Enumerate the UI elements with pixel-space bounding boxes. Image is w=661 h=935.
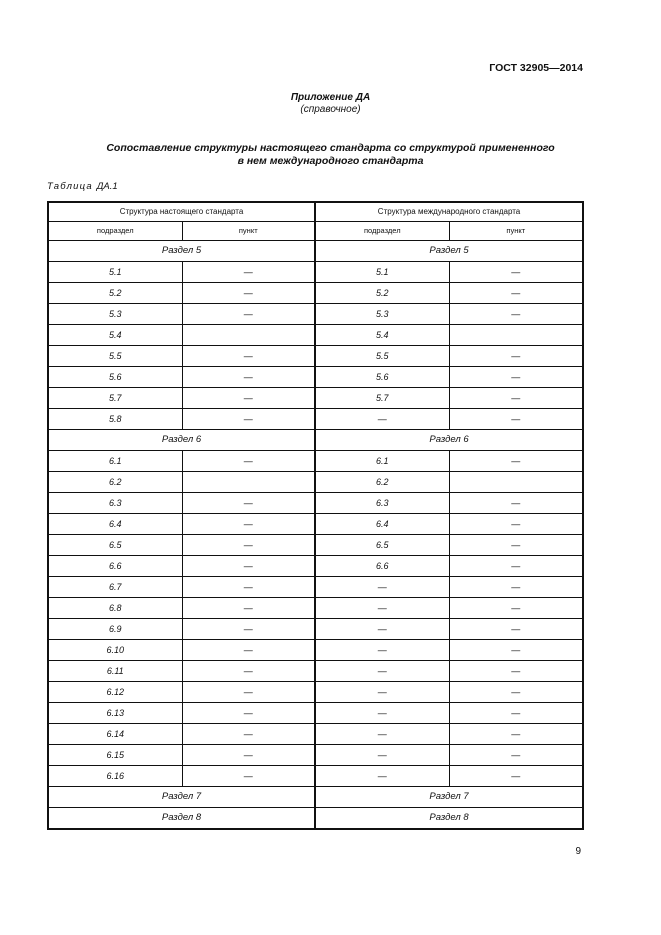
table-row — [48, 661, 583, 682]
cell-national-clause: — — [182, 640, 315, 661]
cell-international-subsection: 6.1 — [315, 451, 449, 472]
cell-international-subsection: 5.1 — [315, 262, 449, 283]
cell-national-subsection: 5.1 — [48, 262, 182, 283]
cell-national-clause: — — [182, 451, 315, 472]
table-row — [48, 367, 583, 388]
cell-international-subsection: 5.4 — [315, 325, 449, 346]
table-row — [48, 304, 583, 325]
cell-national-clause: — — [182, 661, 315, 682]
cell-international-clause: — — [449, 283, 583, 304]
cell-international-clause: — — [449, 661, 583, 682]
cell-national-clause: — — [182, 514, 315, 535]
cell-national-subsection: 6.6 — [48, 556, 182, 577]
cell-international-clause: — — [449, 703, 583, 724]
cell-national-clause: — — [182, 304, 315, 325]
cell-international-subsection: — — [315, 619, 449, 640]
section-cell-international: Раздел 5 — [315, 241, 583, 262]
cell-national-subsection: 6.7 — [48, 577, 182, 598]
standard-designation: ГОСТ 32905—2014 — [489, 62, 583, 74]
cell-national-clause: — — [182, 283, 315, 304]
column-header-subsection: подраздел — [315, 222, 449, 241]
cell-national-subsection: 6.2 — [48, 472, 182, 493]
cell-national-clause: — — [182, 346, 315, 367]
cell-international-clause — [449, 472, 583, 493]
table-row — [48, 451, 583, 472]
section-cell-international: Раздел 8 — [315, 808, 583, 830]
cell-national-clause: — — [182, 619, 315, 640]
group-header-row — [48, 202, 583, 222]
cell-international-clause: — — [449, 409, 583, 430]
table-row — [48, 577, 583, 598]
cell-international-clause: — — [449, 619, 583, 640]
table-row — [48, 682, 583, 703]
cell-international-subsection: — — [315, 766, 449, 787]
table-row — [48, 640, 583, 661]
cell-national-clause: — — [182, 535, 315, 556]
cell-international-subsection: 5.2 — [315, 283, 449, 304]
cell-national-clause — [182, 325, 315, 346]
cell-national-subsection: 6.9 — [48, 619, 182, 640]
group-header-international: Структура международного стандарта — [315, 202, 583, 222]
cell-international-subsection: — — [315, 409, 449, 430]
cell-international-clause: — — [449, 493, 583, 514]
section-cell-international: Раздел 7 — [315, 787, 583, 808]
cell-international-subsection: 6.5 — [315, 535, 449, 556]
cell-international-clause: — — [449, 535, 583, 556]
cell-national-clause: — — [182, 388, 315, 409]
cell-national-clause: — — [182, 724, 315, 745]
document-title — [40, 142, 621, 168]
table-row — [48, 514, 583, 535]
table-row — [48, 325, 583, 346]
cell-international-subsection: 6.4 — [315, 514, 449, 535]
cell-international-subsection: 6.2 — [315, 472, 449, 493]
comparison-table-body — [48, 202, 583, 829]
cell-international-clause: — — [449, 451, 583, 472]
cell-national-clause: — — [182, 556, 315, 577]
table-row — [48, 493, 583, 514]
section-row — [48, 787, 583, 808]
section-row — [48, 241, 583, 262]
cell-national-subsection: 6.12 — [48, 682, 182, 703]
cell-international-clause: — — [449, 682, 583, 703]
cell-international-subsection: 5.3 — [315, 304, 449, 325]
cell-international-subsection: — — [315, 703, 449, 724]
cell-national-subsection: 6.15 — [48, 745, 182, 766]
page-number: 9 — [575, 846, 581, 857]
cell-national-clause: — — [182, 409, 315, 430]
cell-national-subsection: 6.11 — [48, 661, 182, 682]
table-row — [48, 409, 583, 430]
document-title-line-1: Сопоставление структуры настоящего стандарта со структурой примененного — [106, 142, 555, 154]
annex-heading — [0, 92, 661, 116]
table-row — [48, 262, 583, 283]
cell-international-clause: — — [449, 745, 583, 766]
table-row — [48, 472, 583, 493]
cell-international-clause — [449, 325, 583, 346]
cell-international-subsection: — — [315, 745, 449, 766]
cell-national-clause: — — [182, 598, 315, 619]
cell-national-clause — [182, 472, 315, 493]
cell-international-clause: — — [449, 262, 583, 283]
section-cell-national: Раздел 5 — [48, 241, 315, 262]
section-row — [48, 430, 583, 451]
table-label-word: Таблица — [47, 181, 93, 192]
cell-national-subsection: 6.5 — [48, 535, 182, 556]
cell-international-clause: — — [449, 640, 583, 661]
table-label-number: ДА.1 — [96, 181, 118, 192]
cell-international-clause: — — [449, 367, 583, 388]
table-row — [48, 724, 583, 745]
table-row — [48, 598, 583, 619]
cell-international-clause: — — [449, 577, 583, 598]
cell-international-clause: — — [449, 598, 583, 619]
table-label — [47, 181, 118, 192]
section-cell-international: Раздел 6 — [315, 430, 583, 451]
cell-national-subsection: 6.16 — [48, 766, 182, 787]
cell-international-subsection: — — [315, 577, 449, 598]
cell-national-subsection: 6.4 — [48, 514, 182, 535]
cell-national-clause: — — [182, 682, 315, 703]
cell-national-clause: — — [182, 262, 315, 283]
cell-international-clause: — — [449, 766, 583, 787]
cell-international-clause: — — [449, 514, 583, 535]
section-cell-national: Раздел 7 — [48, 787, 315, 808]
cell-national-clause: — — [182, 367, 315, 388]
cell-national-subsection: 6.1 — [48, 451, 182, 472]
cell-national-subsection: 5.8 — [48, 409, 182, 430]
cell-national-subsection: 5.3 — [48, 304, 182, 325]
cell-national-subsection: 5.4 — [48, 325, 182, 346]
cell-international-subsection: — — [315, 724, 449, 745]
table-row — [48, 766, 583, 787]
section-cell-national: Раздел 8 — [48, 808, 315, 830]
cell-national-subsection: 6.10 — [48, 640, 182, 661]
cell-international-subsection: 5.6 — [315, 367, 449, 388]
cell-international-subsection: — — [315, 682, 449, 703]
table-row — [48, 619, 583, 640]
table-row — [48, 556, 583, 577]
cell-international-subsection: 5.7 — [315, 388, 449, 409]
cell-international-subsection: 6.3 — [315, 493, 449, 514]
cell-national-subsection: 6.3 — [48, 493, 182, 514]
cell-national-subsection: 6.8 — [48, 598, 182, 619]
cell-national-subsection: 5.7 — [48, 388, 182, 409]
cell-national-clause: — — [182, 766, 315, 787]
table-row — [48, 703, 583, 724]
table-row — [48, 283, 583, 304]
column-header-clause: пункт — [182, 222, 315, 241]
section-row — [48, 808, 583, 830]
cell-international-clause: — — [449, 556, 583, 577]
cell-national-subsection: 6.14 — [48, 724, 182, 745]
cell-international-clause: — — [449, 388, 583, 409]
cell-international-subsection: — — [315, 661, 449, 682]
cell-international-subsection: 6.6 — [315, 556, 449, 577]
cell-national-subsection: 6.13 — [48, 703, 182, 724]
cell-international-clause: — — [449, 304, 583, 325]
table-row — [48, 535, 583, 556]
cell-national-clause: — — [182, 703, 315, 724]
table-row — [48, 388, 583, 409]
cell-national-clause: — — [182, 493, 315, 514]
annex-title: Приложение ДА — [290, 92, 371, 103]
cell-international-subsection: 5.5 — [315, 346, 449, 367]
cell-national-subsection: 5.5 — [48, 346, 182, 367]
cell-national-subsection: 5.2 — [48, 283, 182, 304]
cell-national-subsection: 5.6 — [48, 367, 182, 388]
group-header-national: Структура настоящего стандарта — [48, 202, 315, 222]
section-cell-national: Раздел 6 — [48, 430, 315, 451]
table-row — [48, 346, 583, 367]
column-header-clause: пункт — [449, 222, 583, 241]
cell-international-subsection: — — [315, 598, 449, 619]
cell-international-subsection: — — [315, 640, 449, 661]
document-title-line-2: в нем международного стандарта — [237, 155, 424, 167]
cell-international-clause: — — [449, 346, 583, 367]
column-header-row — [48, 222, 583, 241]
column-header-subsection: подраздел — [48, 222, 182, 241]
cell-international-clause: — — [449, 724, 583, 745]
annex-subtitle: (справочное) — [300, 104, 361, 115]
cell-national-clause: — — [182, 745, 315, 766]
comparison-table — [47, 201, 584, 830]
table-row — [48, 745, 583, 766]
cell-national-clause: — — [182, 577, 315, 598]
